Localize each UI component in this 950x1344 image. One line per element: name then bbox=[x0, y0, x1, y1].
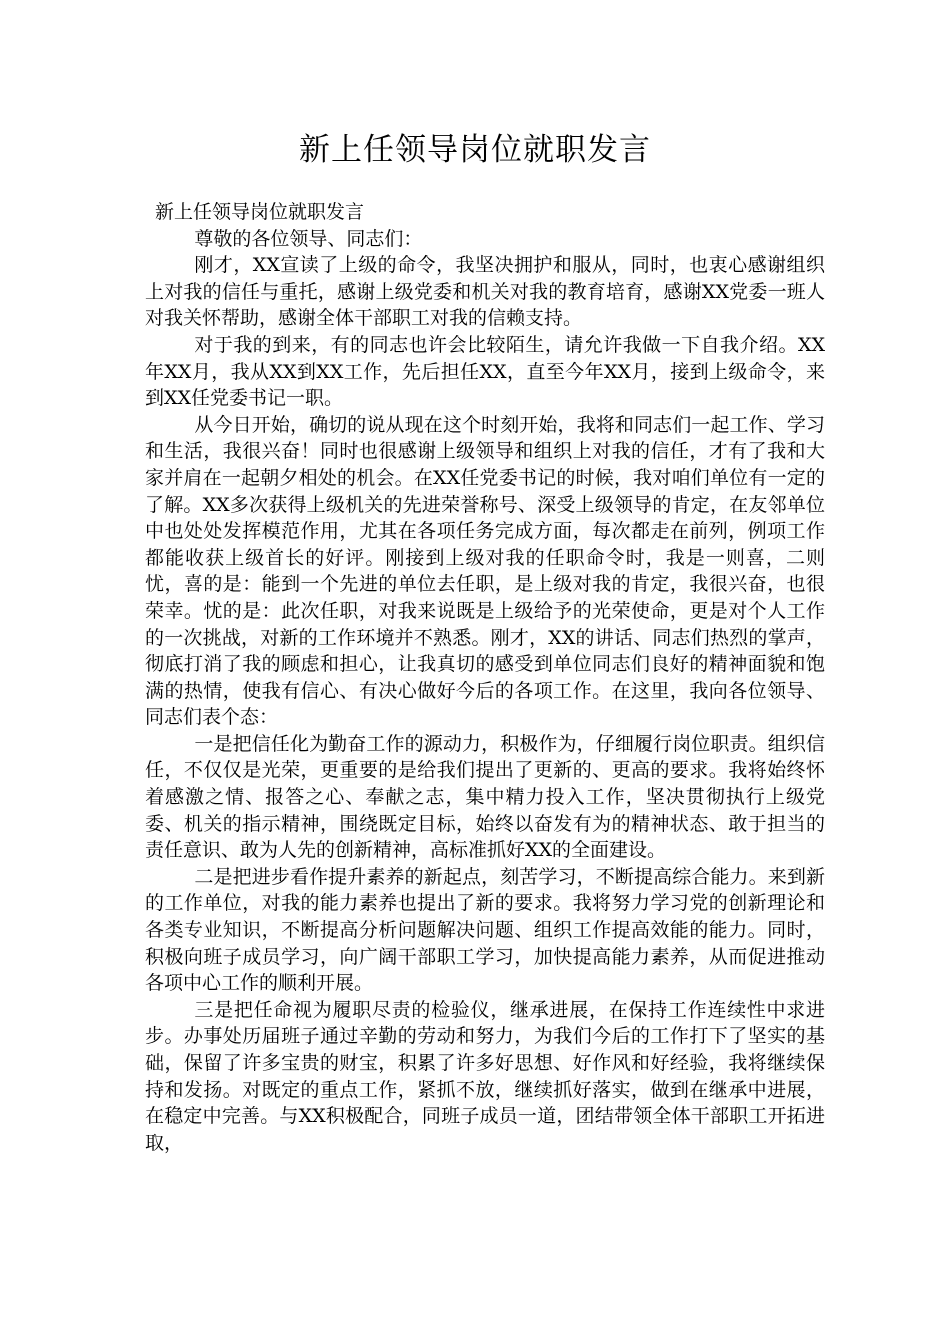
paragraph: 三是把任命视为履职尽责的检验仪，继承进展，在保持工作连续性中求进步。办事处历届班子通过辛勤的劳动和努力，为我们今后的工作打下了坚实的基础，保留了许多宝贵的财宝，积累了许多好思想、好作风和好经验，我将继续保持和发扬。对既定的重点工作，紧抓不放，继续抓好落实，做到在继承中进展，在稳定中完善。与XX积极配合，同班子成员一道，团结带领全体干部职工开拓进取， bbox=[145, 998, 825, 1154]
paragraph: 刚才，XX宣读了上级的命令，我坚决拥护和服从，同时，也衷心感谢组织上对我的信任与重托，感谢上级党委和机关对我的教育培育，感谢XX党委一班人对我关怀帮助，感谢全体干部职工对我的信赖支持。 bbox=[145, 254, 825, 330]
paragraph: 一是把信任化为勤奋工作的源动力，积极作为，仔细履行岗位职责。组织信任，不仅仅是光荣，更重要的是给我们提出了更新的、更高的要求。我将始终怀着感激之情、报答之心、奉献之志，集中精力投入工作，坚决贯彻执行上级党委、机关的指示精神，围绕既定目标，始终以奋发有为的精神状态、敢于担当的责任意识、敢为人先的创新精神，高标准抓好XX的全面建设。 bbox=[145, 732, 825, 862]
salutation: 尊敬的各位领导、同志们： bbox=[194, 227, 423, 250]
paragraph: 从今日开始，确切的说从现在这个时刻开始，我将和同志们一起工作、学习和生活，我很兴奋！同时也很感谢上级领导和组织上对我的信任，才有了我和大家并肩在一起朝夕相处的机会。在XX任党委书记的时候，我对咱们单位有一定的了解。XX多次获得上级机关的先进荣誉称号、深受上级领导的肯定，在友邻单位中也处处发挥模范作用，尤其在各项任务完成方面，每次都走在前列，例项工作都能收获上级首长的好评。刚接到上级对我的任职命令时，我是一则喜，二则忧，喜的是：能到一个先进的单位去任职，是上级对我的肯定，我很兴奋，也很荣幸。忧的是：此次任职，对我来说既是上级给予的光荣使命，更是对个人工作的一次挑战，对新的工作环境并不熟悉。刚才，XX的讲话、同志们热烈的掌声，彻底打消了我的顾虑和担心，让我真切的感受到单位同志们良好的精神面貌和饱满的热情，使我有信心、有决心做好今后的各项工作。在这里，我向各位领导、同志们表个态： bbox=[145, 413, 825, 729]
document-subtitle: 新上任领导岗位就职发言 bbox=[155, 201, 365, 223]
document-title: 新上任领导岗位就职发言 bbox=[299, 132, 651, 168]
document-body bbox=[145, 199, 825, 1156]
paragraph: 二是把进步看作提升素养的新起点，刻苦学习，不断提高综合能力。来到新的工作单位，对我的能力素养也提出了新的要求。我将努力学习党的创新理论和各类专业知识，不断提高分析问题解决问题、组织工作提高效能的能力。同时，积极向班子成员学习，向广阔干部职工学习，加快提高能力素养，从而促进推动各项中心工作的顺利开展。 bbox=[145, 865, 825, 995]
paragraph: 对于我的到来，有的同志也许会比较陌生，请允许我做一下自我介绍。XX年XX月，我从XX到XX工作，先后担任XX，直至今年XX月，接到上级命令，来到XX任党委书记一职。 bbox=[145, 333, 825, 410]
